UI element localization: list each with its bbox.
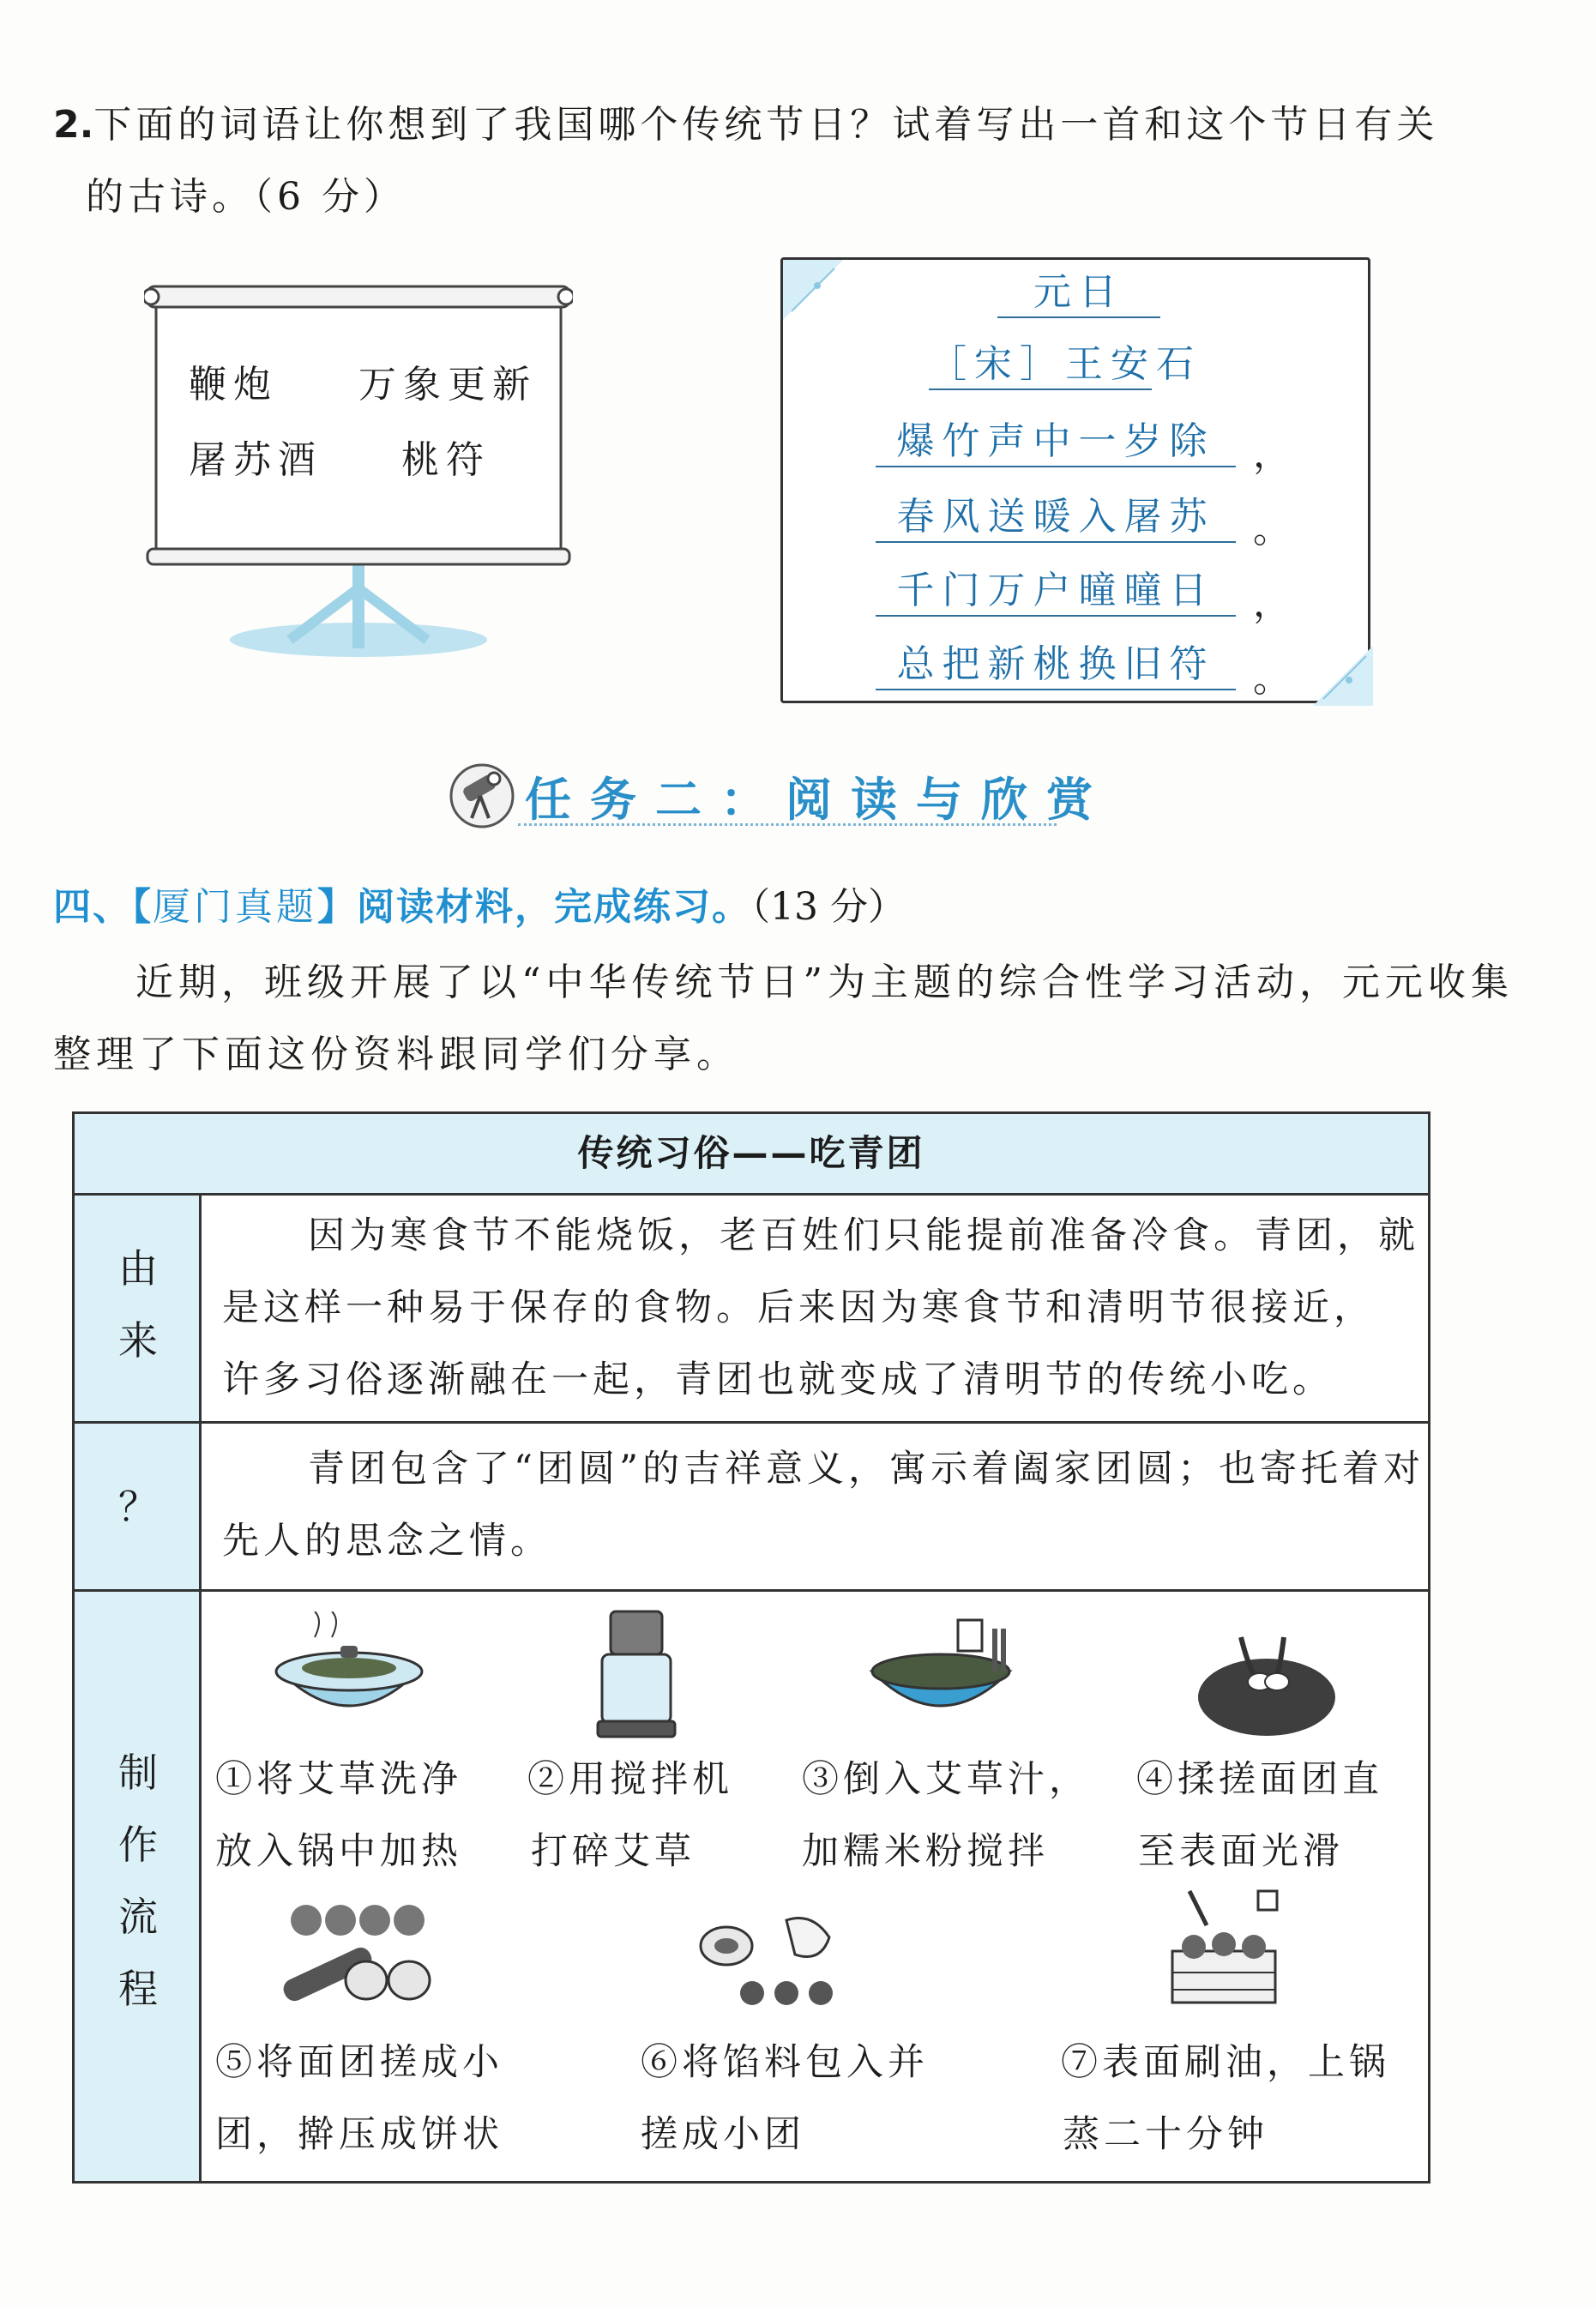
poem-author-underline — [929, 389, 1152, 390]
row-label-process-3: 流 — [118, 1894, 158, 1940]
row-label-process-4: 程 — [118, 1966, 158, 2012]
question4-heading — [53, 883, 906, 931]
question-text: 下面的词语让你想到了我国哪个传统节日？试着写出一首和这个节日有关 — [93, 103, 1439, 147]
row-label-process-2: 作 — [118, 1822, 158, 1868]
projector-screen — [144, 280, 573, 657]
poem-line: 爆竹声中一岁除 — [896, 419, 1215, 463]
step-7-line2: 蒸二十分钟 — [1063, 2113, 1268, 2156]
intro-paragraph-line2: 整理了下面这份资料跟同学们分享。 — [53, 1033, 739, 1076]
meaning-text-line: 青团包含了“团圆”的吉祥意义，寓示着阖家团圆；也寄托着对 — [308, 1448, 1424, 1491]
blender-icon — [581, 1603, 692, 1749]
section-title: 任务二：阅读与欣赏 — [525, 773, 1111, 827]
poem-punct: 。 — [1253, 508, 1291, 551]
question2-line2: 的古诗。（6 分） — [86, 175, 406, 219]
steamer-icon — [1155, 1882, 1292, 2020]
poem-line: 千门万户曈曈日 — [896, 569, 1215, 612]
table-title: 传统习俗——吃青团 — [75, 1114, 1428, 1193]
step-3-line2: 加糯米粉搅拌 — [802, 1830, 1049, 1873]
poem-author: ［宋］王安石 — [929, 342, 1202, 386]
card-corner-decoration — [783, 260, 1373, 706]
poem-punct: 。 — [1253, 657, 1291, 701]
row-divider — [75, 1589, 1428, 1592]
step-7-line1: ⑦表面刷油，上锅 — [1061, 2041, 1390, 2084]
step-1-line2: 放入锅中加热 — [215, 1830, 462, 1873]
poem-card — [780, 257, 1370, 703]
row-label-process-1: 制 — [118, 1750, 158, 1796]
step-1-line1: ①将艾草洗净 — [215, 1758, 462, 1801]
row-label-origin-1: 由 — [118, 1245, 158, 1292]
step-6-line1: ⑥将馅料包入并 — [641, 2041, 929, 2084]
bracket-left: 【 — [132, 885, 153, 929]
row-label-unknown: ？ — [118, 1484, 158, 1530]
poem-line-underline — [876, 615, 1236, 617]
poem-line-underline — [876, 541, 1236, 543]
origin-text-line: 许多习俗逐渐融在一起，青团也就变成了清明节的传统小吃。 — [222, 1358, 1334, 1401]
origin-text-line: 是这样一种易于保存的食物。后来因为寒食节和清明节很接近， — [222, 1286, 1375, 1329]
wrapping-filling-icon — [692, 1894, 864, 2015]
question4-source: 厦门真题 — [153, 885, 317, 929]
intro-paragraph-line1: 近期，班级开展了以“中华传统节日”为主题的综合性学习活动，元元收集 — [136, 961, 1514, 1004]
poem-line-underline — [876, 689, 1236, 690]
poem-line-underline — [876, 466, 1236, 467]
row-divider — [75, 1421, 1428, 1424]
poem-title: 元日 — [1033, 270, 1124, 314]
rolling-pin-icon — [272, 1894, 435, 2015]
row-divider — [75, 1193, 1428, 1196]
bracket-right: 】 — [317, 885, 357, 929]
step-5-line2: 团，擀压成饼状 — [215, 2113, 503, 2156]
kneading-dough-icon — [1189, 1603, 1344, 1740]
poem-punct: ， — [1253, 581, 1291, 625]
poem-line: 春风送暖入屠苏 — [896, 495, 1215, 539]
step-4-line2: 至表面光滑 — [1138, 1830, 1344, 1873]
step-3-line1: ③倒入艾草汁， — [802, 1758, 1090, 1801]
step-2-line2: 打碎艾草 — [531, 1830, 696, 1873]
pot-steaming-icon — [263, 1611, 435, 1740]
origin-text-line: 因为寒食节不能烧饭，老百姓们只能提前准备冷食。青团，就 — [308, 1214, 1419, 1257]
poem-punct: ， — [1253, 432, 1291, 476]
step-5-line1: ⑤将面团搓成小 — [215, 2041, 503, 2084]
telescope-icon — [448, 762, 516, 830]
poem-line: 总把新桃换旧符 — [896, 642, 1215, 686]
poem-title-underline — [997, 316, 1160, 318]
screen-word: 万象更新 — [358, 363, 537, 407]
step-2-line1: ②用搅拌机 — [527, 1758, 733, 1801]
row-label-origin-2: 来 — [118, 1317, 158, 1364]
screen-word: 鞭炮 — [189, 363, 278, 407]
question-number: 2. — [53, 103, 94, 147]
question4-instruction: 阅读材料，完成练习。 — [357, 885, 751, 929]
custom-table — [72, 1111, 1430, 2184]
question4-score: （13 分） — [751, 885, 906, 929]
mixing-bowl-icon — [855, 1603, 1027, 1740]
screen-word: 屠苏酒 — [189, 438, 322, 482]
step-4-line1: ④揉搓面团直 — [1136, 1758, 1383, 1801]
step-6-line2: 搓成小团 — [641, 2113, 805, 2156]
section-title-underline — [518, 823, 1057, 826]
screen-word: 桃符 — [401, 438, 491, 482]
question4-number: 四、 — [53, 885, 132, 929]
question2-line1 — [53, 101, 1438, 149]
meaning-text-line: 先人的思念之情。 — [222, 1520, 551, 1563]
